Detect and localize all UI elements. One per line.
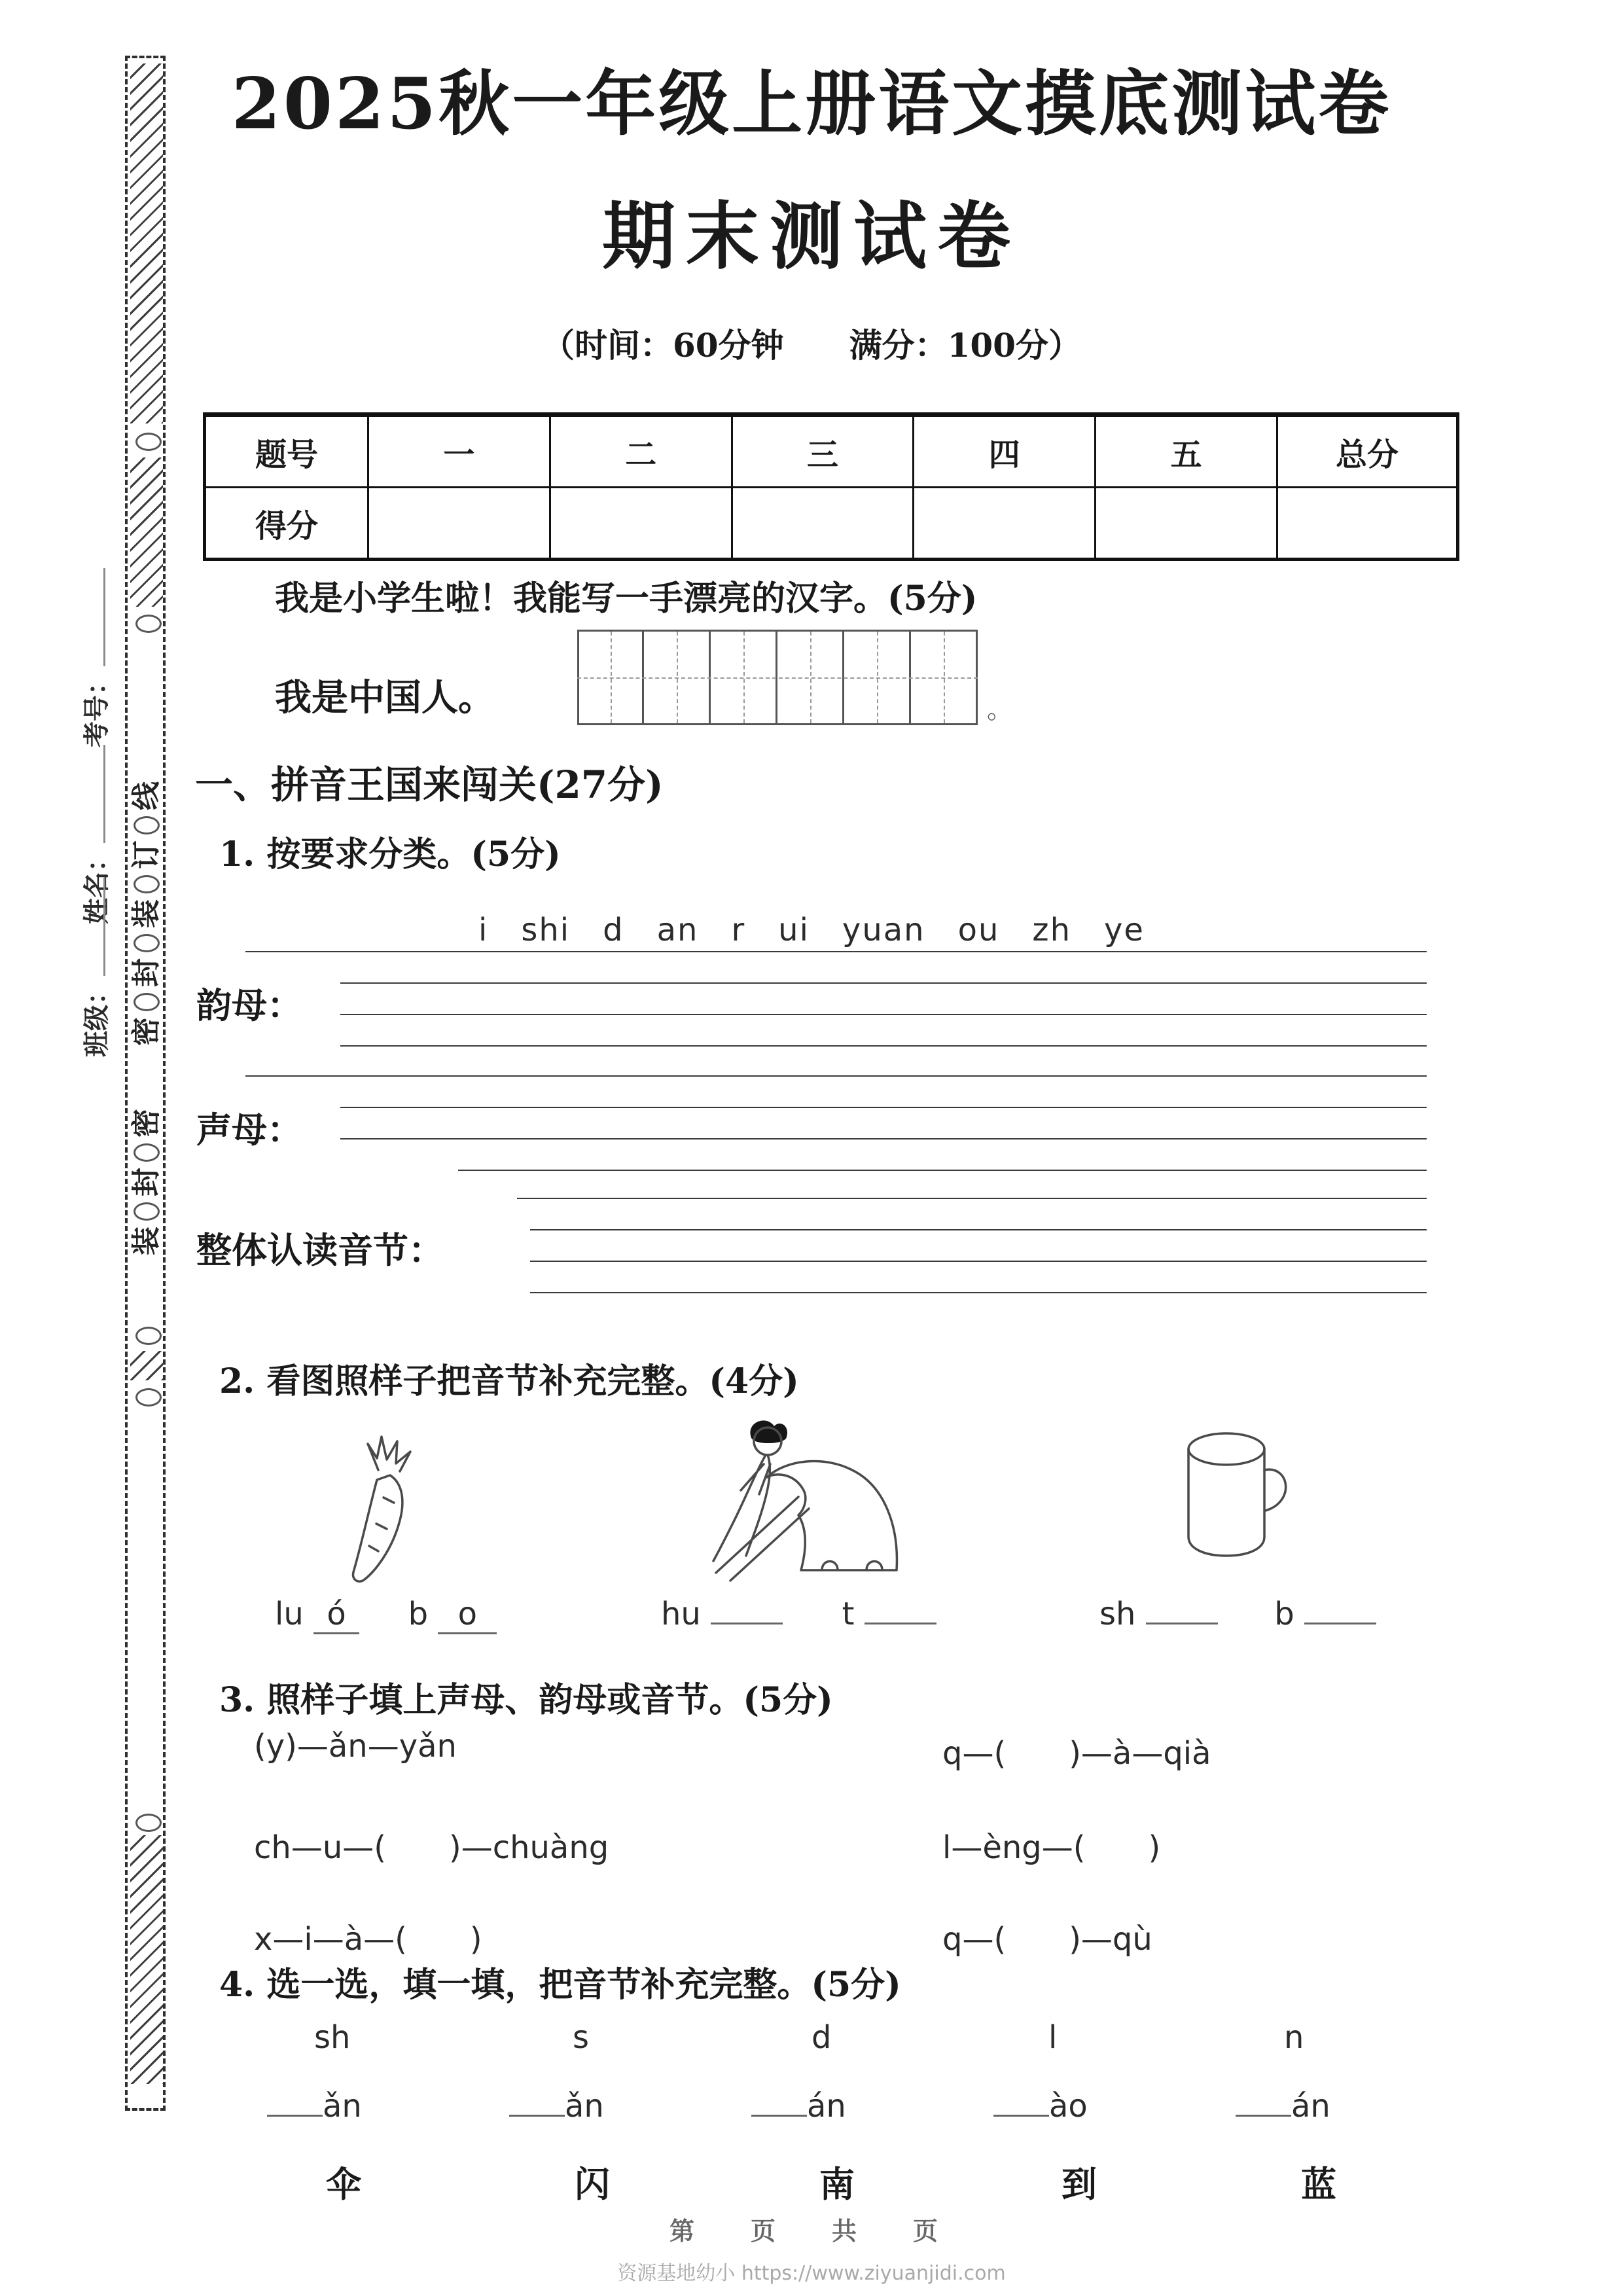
seal-text-group-mid [128, 1109, 166, 1255]
score-table-cell-defen: 得分 [205, 488, 368, 560]
time-score-info: （时间：60分钟 满分：100分） [542, 326, 1081, 365]
field-exam-number-line[interactable] [99, 568, 105, 666]
score-table-cell-1: 一 [368, 415, 550, 488]
q2-label: 2. 看图照样子把音节补充完整。(4分) [219, 1361, 799, 1401]
q1-group-vowels-label: 韵母： [196, 984, 302, 1026]
q4-final-item [1236, 2088, 1330, 2125]
q2-syllable-text: b [408, 1596, 429, 1632]
seal-circle [134, 816, 160, 834]
q4-fill-blank[interactable] [509, 2108, 565, 2117]
answer-ruled-line[interactable] [245, 1075, 1427, 1077]
seal-circle [134, 1202, 160, 1221]
q2-fill-blank[interactable] [865, 1616, 936, 1624]
answer-ruled-line[interactable] [458, 1170, 1427, 1171]
seal-circle [134, 875, 160, 893]
q2-fill-blank[interactable] [1146, 1616, 1218, 1624]
q4-final-text: ǎn [323, 2088, 362, 2125]
boy-on-slide-illustration [668, 1397, 923, 1584]
q4-hanzi: 南 [819, 2163, 855, 2205]
answer-ruled-line[interactable] [517, 1198, 1427, 1199]
q2-fill-blank[interactable] [711, 1616, 783, 1624]
field-student-name-label: 姓名： [81, 846, 112, 924]
q1-pinyin-list: i shi d an r ui yuan ou zh ye [478, 912, 1145, 948]
q2-answer-mug [1099, 1596, 1376, 1632]
score-table-cell-3: 三 [732, 415, 914, 488]
page-number-line: 第 页 共 页 [669, 2216, 954, 2246]
q1-group-syllables-label: 整体认读音节： [196, 1229, 444, 1271]
seal-char: 订 [130, 840, 163, 869]
binding-circle [135, 1327, 162, 1345]
mug-illustration [1166, 1427, 1307, 1568]
writing-grid [577, 630, 978, 725]
q4-fill-blank[interactable] [1236, 2108, 1291, 2117]
binding-hatch-2 [130, 457, 163, 607]
q4-initial-option[interactable]: s [573, 2019, 590, 2056]
q2-fill-blank[interactable]: o [438, 1596, 497, 1634]
score-input-cell[interactable] [1277, 488, 1458, 560]
score-table-cell-4: 四 [914, 415, 1096, 488]
page-subtitle: 期末测试卷 [602, 194, 1021, 279]
field-exam-number [76, 568, 113, 747]
score-input-cell[interactable] [1096, 488, 1277, 560]
q4-initial-option[interactable]: l [1048, 2019, 1058, 2056]
score-input-cell[interactable] [550, 488, 732, 560]
seal-char: 封 [130, 958, 163, 987]
score-table-score-row [205, 488, 1458, 560]
answer-ruled-line[interactable] [340, 1107, 1427, 1108]
q4-final-text: án [1291, 2088, 1330, 2125]
intro-prompt: 我是小学生啦！我能写一手漂亮的汉字。(5分) [275, 579, 978, 619]
section1-heading: 一、拼音王国来闯关(27分) [195, 762, 664, 807]
q4-initial-option[interactable]: d [812, 2019, 832, 2056]
seal-char: 封 [130, 1168, 163, 1196]
q3-item: (y)—ǎn—yǎn [254, 1728, 457, 1765]
q4-hanzi: 闪 [575, 2163, 610, 2205]
q3-item[interactable]: l—èng—( ) [942, 1829, 1161, 1866]
q2-fill-blank[interactable] [1304, 1616, 1376, 1624]
score-table-cell-total: 总分 [1277, 415, 1458, 488]
field-class-label: 班级： [81, 978, 112, 1057]
q2-answer-carrot [275, 1596, 497, 1634]
grid-dashed-centerline [577, 677, 978, 679]
q4-final-item [267, 2088, 362, 2125]
page-title: 2025秋一年级上册语文摸底测试卷 [231, 63, 1392, 145]
score-input-cell[interactable] [732, 488, 914, 560]
q4-final-item [509, 2088, 604, 2125]
q4-hanzi: 伞 [326, 2163, 361, 2205]
watermark-credit[interactable]: 资源基地幼小 https://www.ziyuanjidi.com [617, 2262, 1006, 2285]
q3-item[interactable]: ch—u—( )—chuàng [254, 1829, 609, 1866]
q4-fill-blank[interactable] [751, 2108, 807, 2117]
q4-fill-blank[interactable] [993, 2108, 1049, 2117]
q4-hanzi: 蓝 [1301, 2163, 1336, 2205]
binding-hatch-3 [130, 1351, 163, 1380]
q2-fill-blank[interactable]: ó [313, 1596, 359, 1634]
score-table-cell-5: 五 [1096, 415, 1277, 488]
q2-syllable-text: b [1274, 1596, 1294, 1632]
field-exam-number-label: 考号： [81, 669, 112, 747]
score-input-cell[interactable] [368, 488, 550, 560]
answer-ruled-line[interactable] [530, 1261, 1427, 1262]
field-student-name-line[interactable] [99, 745, 105, 843]
q4-final-item [751, 2088, 846, 2125]
answer-ruled-line[interactable] [530, 1292, 1427, 1293]
q3-label: 3. 照样子填上声母、韵母或音节。(5分) [219, 1680, 833, 1720]
q2-syllable-text: hu [661, 1596, 701, 1632]
q1-group-initials-label: 声母： [196, 1109, 302, 1151]
q4-fill-blank[interactable] [267, 2108, 323, 2117]
answer-ruled-line[interactable] [340, 1014, 1427, 1015]
q4-final-text: ǎn [565, 2088, 604, 2125]
answer-ruled-line[interactable] [245, 951, 1427, 952]
seal-circle [134, 993, 160, 1011]
q3-item[interactable]: x—i—à—( ) [254, 1921, 482, 1958]
answer-ruled-line[interactable] [340, 982, 1427, 984]
q4-label: 4. 选一选，填一填，把音节补充完整。(5分) [219, 1965, 901, 2005]
q1-label: 1. 按要求分类。(5分) [219, 834, 561, 874]
answer-ruled-line[interactable] [340, 1045, 1427, 1047]
binding-circle [135, 433, 162, 451]
seal-char: 密 [130, 1109, 163, 1138]
q2-syllable-text: lu [275, 1596, 304, 1632]
q4-hanzi: 到 [1061, 2163, 1097, 2205]
q3-item[interactable]: q—( )—à—qià [942, 1735, 1211, 1772]
answer-ruled-line[interactable] [530, 1229, 1427, 1230]
binding-circle [135, 615, 162, 633]
q4-initial-option[interactable]: sh [314, 2019, 351, 2056]
q4-final-text: án [807, 2088, 846, 2125]
q2-answer-slide [661, 1596, 936, 1632]
score-table-cell-2: 二 [550, 415, 732, 488]
seal-char: 密 [130, 1017, 163, 1046]
q4-final-item [993, 2088, 1088, 2125]
seal-char: 线 [130, 781, 163, 810]
carrot-illustration [306, 1433, 444, 1587]
score-table-cell-tihao: 题号 [205, 415, 368, 488]
binding-circle [135, 1814, 162, 1832]
binding-hatch-bottom [130, 1835, 163, 2084]
q3-item[interactable]: q—( )—qù [942, 1921, 1152, 1958]
seal-char: 装 [130, 1227, 163, 1255]
q4-final-text: ào [1049, 2088, 1088, 2125]
grid-trailing-period: 。 [987, 694, 1013, 725]
q2-syllable-text: sh [1099, 1596, 1136, 1632]
score-input-cell[interactable] [914, 488, 1096, 560]
binding-circle [135, 1388, 162, 1407]
score-table-header-row [205, 415, 1458, 488]
seal-circle [134, 1143, 160, 1162]
seal-char: 装 [130, 899, 163, 928]
answer-ruled-line[interactable] [340, 1138, 1427, 1139]
q4-initial-option[interactable]: n [1284, 2019, 1304, 2056]
q2-syllable-text: t [842, 1596, 855, 1632]
intro-sentence: 我是中国人。 [275, 676, 495, 719]
score-table [203, 412, 1459, 561]
